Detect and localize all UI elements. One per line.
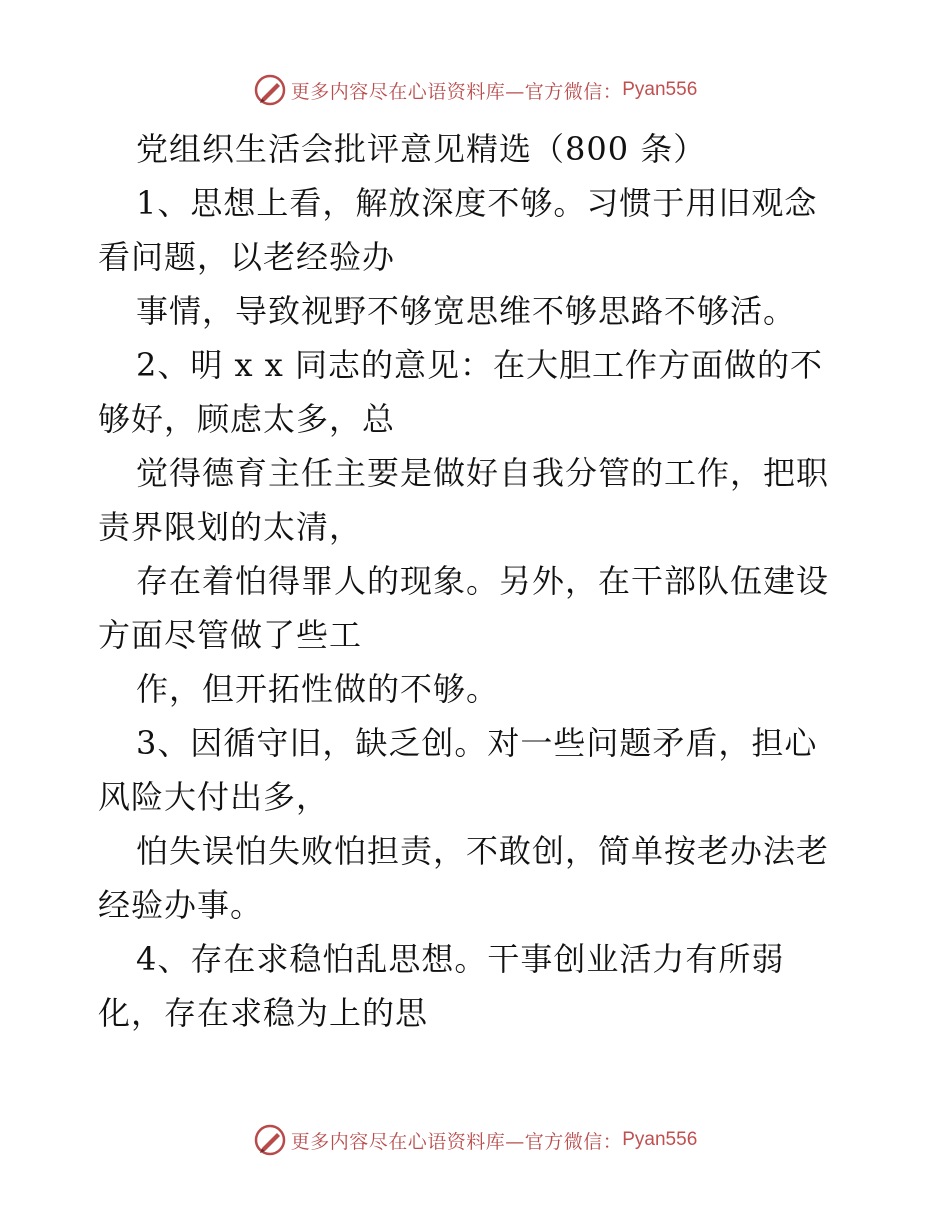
text-line: 经验办事。 [98,886,264,924]
text-line: 怕失误怕失败怕担责，不敢创，简单按老办法老 [136,832,830,870]
text-line: 事情，导致视野不够宽思维不够思路不够活。 [136,292,797,330]
text-line: 方面尽管做了些工 [98,616,363,654]
watermark-text: 更多内容尽在心语资料库—官方微信： [290,80,623,103]
text-line: 责界限划的太清， [98,508,363,546]
document-body [98,122,858,1040]
text-line: 存在着怕得罪人的现象。另外，在干部队伍建设 [136,562,830,600]
text-line: 觉得德育主任主要是做好自我分管的工作，把职 [136,454,830,492]
text-line: 作，但开拓性做的不够。 [136,670,500,708]
watermark-text: 更多内容尽在心语资料库—官方微信： [290,1130,623,1153]
text-line: 3、因循守旧，缺乏创。对一些问题矛盾，担心 [136,724,818,762]
text-line: 4、存在求稳怕乱思想。干事创业活力有所弱 [136,940,785,978]
pen-logo-icon [253,1123,287,1157]
text-line: 2、明 x x 同志的意见：在大胆工作方面做的不 [136,346,823,384]
text-line: 够好，顾虑太多，总 [98,400,396,438]
watermark-id: Pyan556 [622,79,698,100]
header-watermark [0,70,950,110]
text-line: 化，存在求稳为上的思 [98,994,429,1032]
text-line: 1、思想上看，解放深度不够。习惯于用旧观念 [136,184,818,222]
pen-logo-icon [253,73,287,107]
text-line: 看问题，以老经验办 [98,238,396,276]
text-line: 风险大付出多， [98,778,330,816]
footer-watermark [0,1120,950,1160]
text-line: 党组织生活会批评意见精选（800 条） [136,130,707,168]
watermark-id: Pyan556 [622,1129,698,1150]
